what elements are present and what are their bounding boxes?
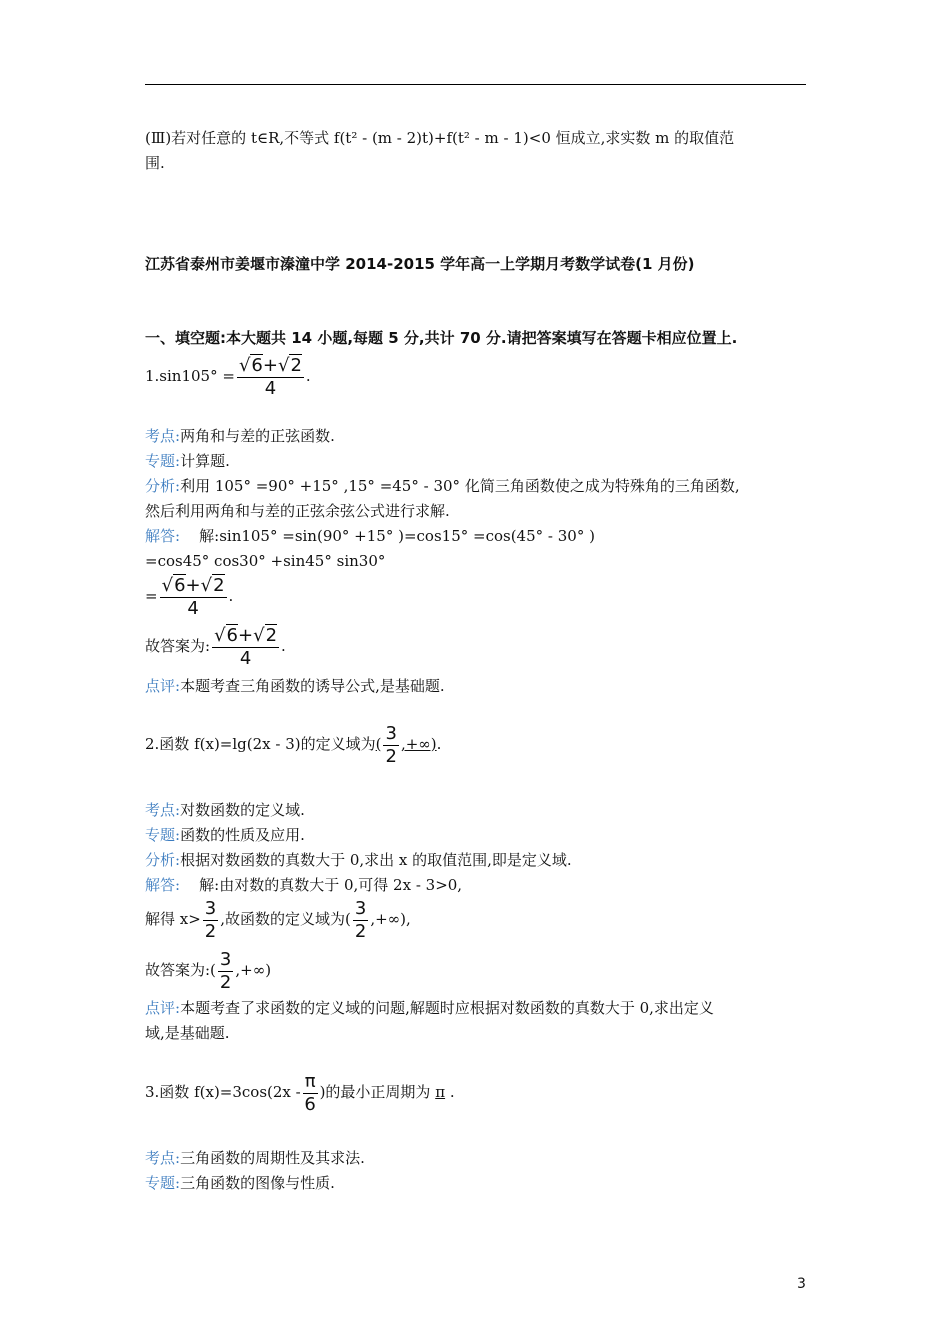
problem-1-stem-text: 1.sin105° =	[145, 367, 235, 385]
problem-2-zhuanti: 专题:函数的性质及应用.	[145, 826, 305, 844]
problem-3-kaodian: 考点:三角函数的周期性及其求法.	[145, 1149, 365, 1167]
problem-1-dianping: 点评:本题考查三角函数的诱导公式,是基础题.	[145, 677, 445, 695]
problem-2-dianping-cont: 域,是基础题.	[145, 1024, 230, 1042]
problem-2-dianping: 点评:本题考查了求函数的定义域的问题,解题时应根据对数函数的真数大于 0,求出定义	[145, 999, 714, 1017]
problem-1-fenxi: 分析:利用 105° =90° +15° ,15° =45° - 30° 化简三角函数使之成为特殊角的三角函数,	[145, 477, 740, 495]
problem-1-jieda-line2: =cos45° cos30° +sin45° sin30°	[145, 552, 386, 570]
problem-2-jieda-line2: 解得 x> $\frac{3}{2}$ ,故函数的定义域为( $\frac{3}{2}$ ,+∞),	[145, 897, 411, 942]
problem-1-answer-fraction: $\frac{√6+√2}{4}$	[238, 354, 302, 399]
section-heading: 一、填空题:本大题共 14 小题,每题 5 分,共计 70 分.请把答案填写在答题卡相应位置上.	[145, 329, 738, 347]
problem-3-zhuanti: 专题:三角函数的图像与性质.	[145, 1174, 335, 1192]
problem-2-answer: 故答案为:( $\frac{3}{2}$ ,+∞)	[145, 948, 272, 993]
problem-1-jieda-line3: = $\frac{√6+√2}{4}$ .	[145, 574, 234, 619]
problem-1-answer-line-fraction: $\frac{√6+√2}{4}$	[214, 624, 278, 669]
problem-1-fenxi-cont: 然后利用两角和与差的正弦余弦公式进行求解.	[145, 502, 450, 520]
problem-1-zhuanti: 专题:计算题.	[145, 452, 230, 470]
problem-1-kaodian: 考点:两角和与差的正弦函数.	[145, 427, 335, 445]
page-number: 3	[797, 1276, 806, 1292]
problem-1-answer: 故答案为: $\frac{√6+√2}{4}$ .	[145, 624, 286, 669]
problem-2-fenxi: 分析:根据对数函数的真数大于 0,求出 x 的取值范围,即是定义域.	[145, 851, 572, 869]
header-rule	[145, 84, 806, 85]
document-title: 江苏省泰州市姜堰市溱潼中学 2014-2015 学年高一上学期月考数学试卷(1 月份)	[145, 255, 695, 273]
problem-2-kaodian: 考点:对数函数的定义域.	[145, 801, 305, 819]
prev-question-line2: 围.	[145, 154, 165, 172]
problem-2-answer-blank: ( $\frac{3}{2}$ ,+∞)	[375, 722, 437, 767]
problem-1-jieda: 解答: 解:sin105° =sin(90° +15° )=cos15° =cos(45° - 30° )	[145, 527, 595, 545]
problem-2-stem: 2.函数 f(x)=lg(2x - 3)的定义域为( $\frac{3}{2}$ ,+∞).	[145, 722, 442, 767]
problem-1-jieda-fraction: $\frac{√6+√2}{4}$	[161, 574, 225, 619]
prev-question-line1: (Ⅲ)若对任意的 t∈R,不等式 f(t² - (m - 2)t)+f(t² - m - 1)<0 恒成立,求实数 m 的取值范	[145, 129, 735, 147]
problem-1-stem: 1.sin105° = $\frac{√6+√2}{4}$ .	[145, 354, 311, 399]
problem-2-jieda: 解答: 解:由对数的真数大于 0,可得 2x - 3>0,	[145, 876, 463, 894]
problem-3-answer-blank: π	[435, 1083, 446, 1101]
problem-3-stem: 3.函数 f(x)=3cos(2x - $\frac{\pi}{6}$ )的最小正周期为 π .	[145, 1070, 455, 1115]
